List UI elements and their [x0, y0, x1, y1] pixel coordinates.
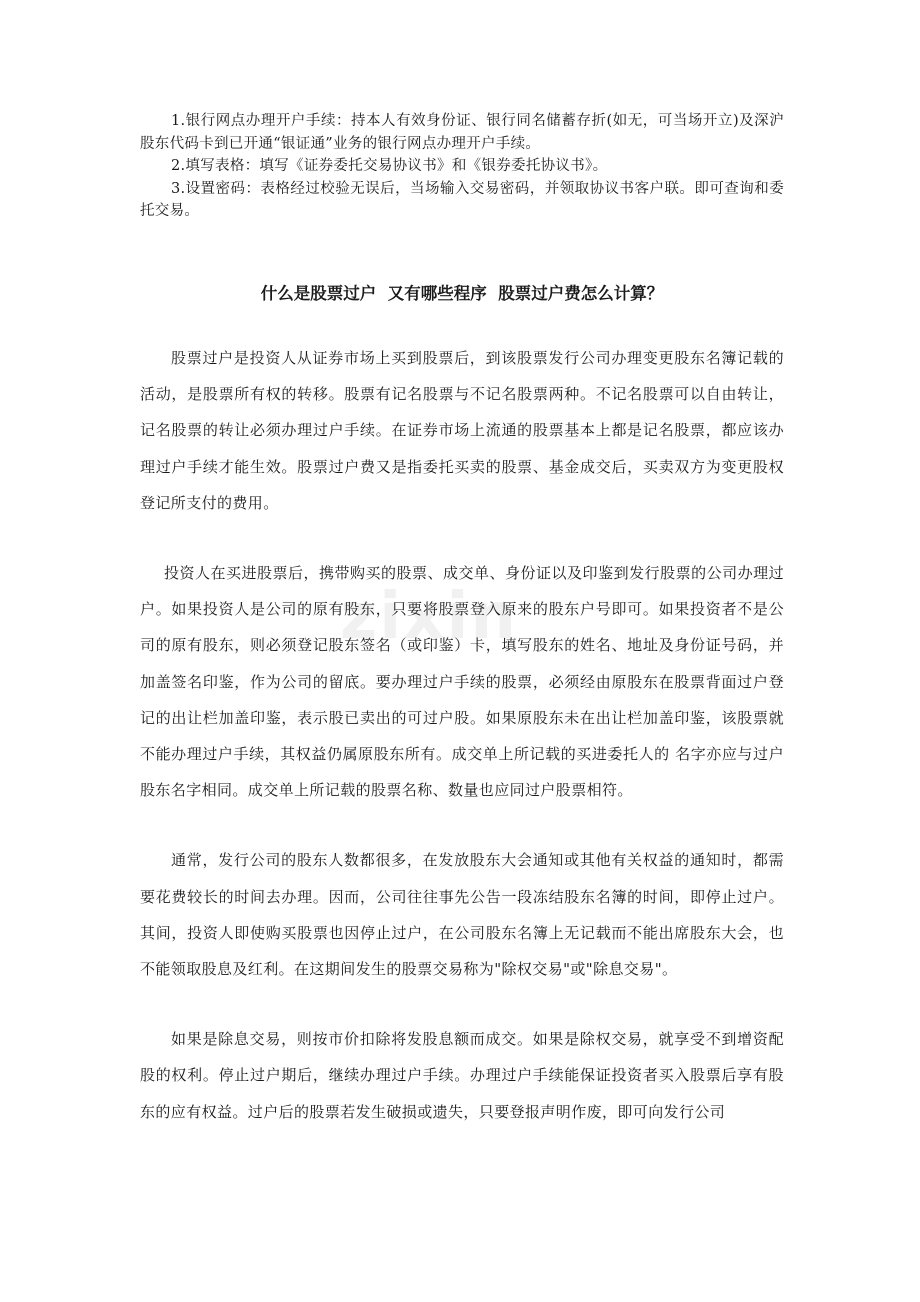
paragraph-4: 如果是除息交易，则按市价扣除将发股息额而成交。如果是除权交易，就享受不到增资配股的权利。停止过户期后，继续办理过户手续。办理过户手续能保证投资者买入股票后享有股东的应有权益。过户后的股票若发生破损或遗失，只要登报声明作废，即可向发行公司 — [140, 1030, 784, 1121]
watermark-logo: zixin — [340, 580, 518, 654]
paragraph-3: 通常，发行公司的股东人数都很多，在发放股东大会通知或其他有关权益的通知时，都需要花费较长的时间去办理。因而，公司往往事先公告一段冻结股东名簿的时间，即停止过户。其间，投资人即使购买股票也因停止过户，在公司股东名簿上无记载而不能出席股东大会，也不能领取股息及红利。在这期间发生的股票交易称为"除权交易"或"除息交易"。 — [140, 851, 784, 979]
article-title: 什么是股票过户 又有哪些程序 股票过户费怎么计算？ — [260, 284, 664, 303]
step-3: 3.设置密码：表格经过校验无误后，当场输入交易密码，并领取协议书客户联。即可查询和委托交易。 — [140, 180, 784, 219]
paragraph-1: 股票过户是投资人从证券市场上买到股票后，到该股票发行公司办理变更股东名簿记载的活动，是股票所有权的转移。股票有记名股票与不记名股票两种。不记名股票可以自由转让，记名股票的转让必须办理过户手续。在证券市场上流通的股票基本上都是记名股票，都应该办理过户手续才能生效。股票过户费又是指委托买卖的股票、基金成交后，买卖双方为变更股权登记所支付的费用。 — [140, 349, 784, 512]
step-2: 2.填写表格：填写《证券委托交易协议书》和《银券委托协议书》。 — [171, 158, 608, 174]
step-1: 1.银行网点办理开户手续：持本人有效身份证、银行同名储蓄存折(如无，可当场开立)及深沪股东代码卡到已开通“银证通”业务的银行网点办理开户手续。 — [140, 113, 784, 152]
paragraph-2: 投资人在买进股票后，携带购买的股票、成交单、身份证以及印鉴到发行股票的公司办理过户。如果投资人是公司的原有股东，只要将股票登入原来的股东户号即可。如果投资者不是公司的原有股东，则必须登记股东签名（或印鉴）卡，填写股东的姓名、地址及身份证号码，并加盖签名印鉴，作为公司的留底。要办理过户手续的股票，必须经由原股东在股票背面过户登记的出让栏加盖印鉴，表示股已卖出的可过户股。如果原股东未在出让栏加盖印鉴，该股票就不能办理过户手续，其权益仍属原股东所有。成交单上所记载的买进委托人的 名字亦应与过户股东名字相同。成交单上所记载的股票名称、数量也应同过户股票相符。 — [140, 564, 784, 800]
account-opening-steps — [140, 110, 784, 223]
article-body — [140, 340, 784, 1164]
